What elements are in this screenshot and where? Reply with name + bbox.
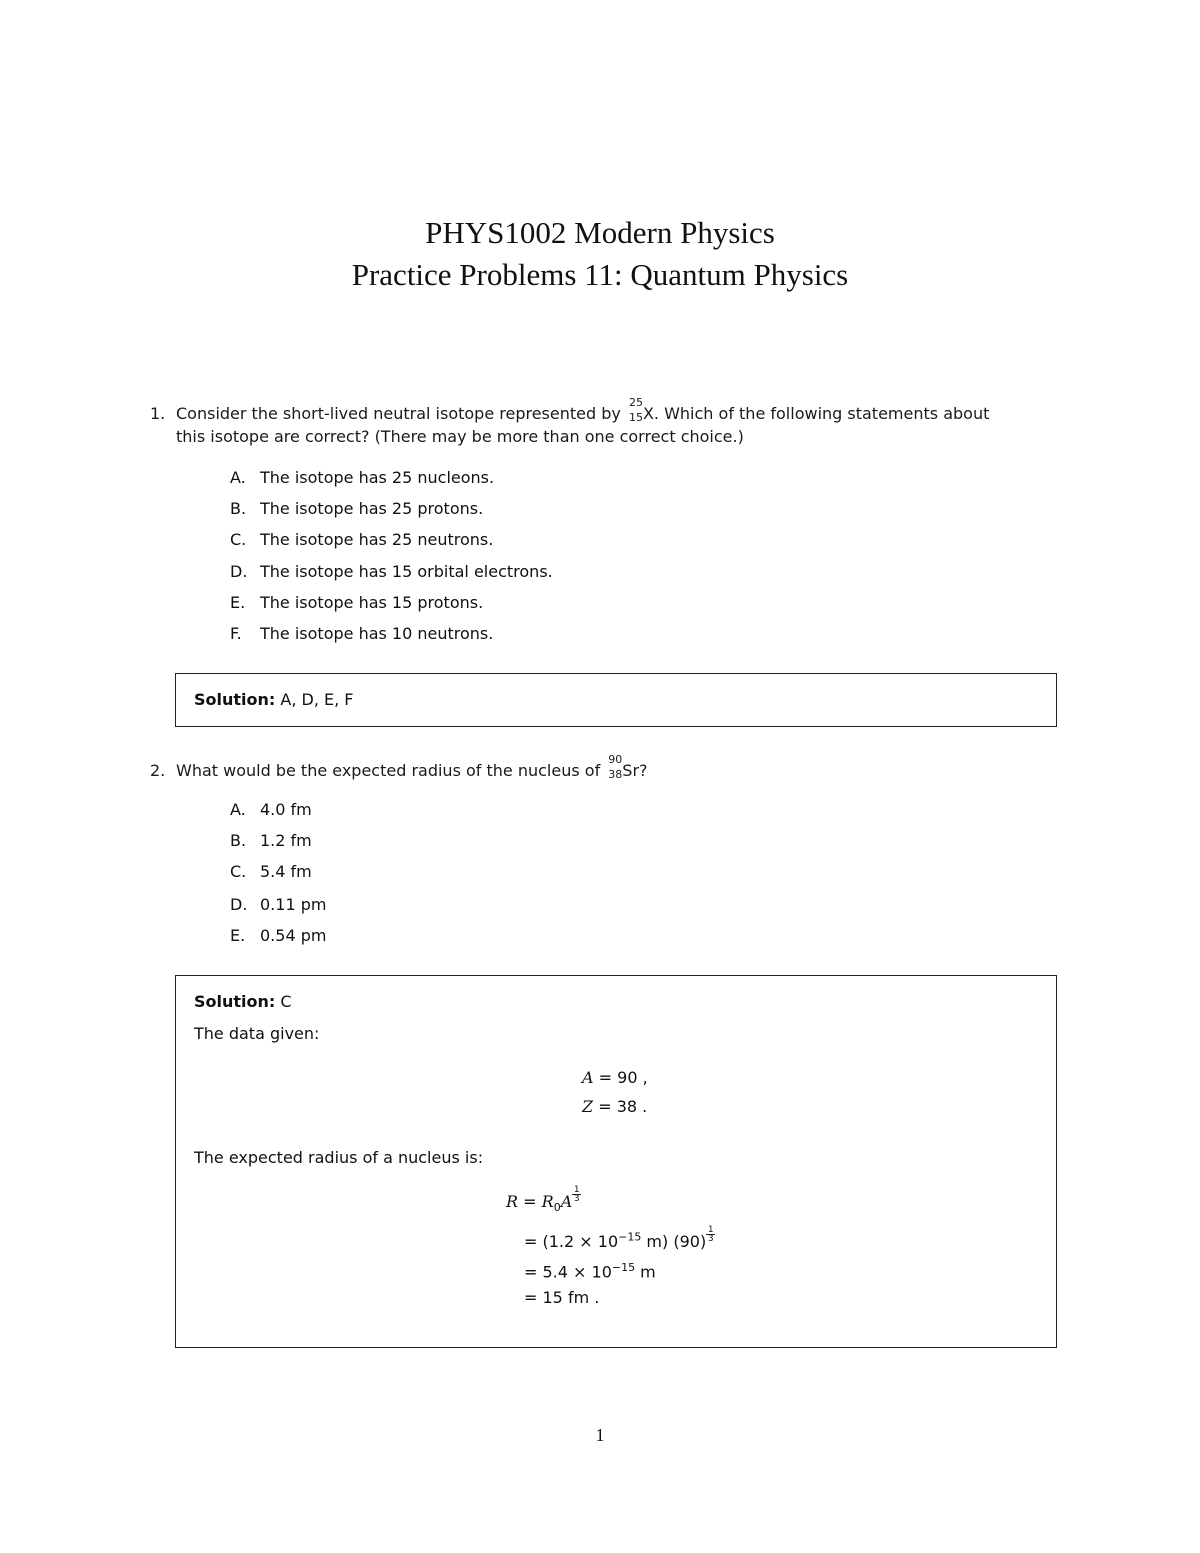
option-letter: B. <box>230 831 247 850</box>
option-text: 0.54 pm <box>260 926 327 945</box>
question-2 <box>150 753 1062 783</box>
option-letter: D. <box>230 895 248 914</box>
one-third-exponent <box>706 1226 715 1242</box>
substitution-exponent: −15 <box>618 1230 642 1244</box>
eq-z-symbol: Z <box>582 1097 594 1116</box>
frac-denominator: 3 <box>573 1194 580 1204</box>
question-number: 1. <box>150 404 166 423</box>
option-letter: A. <box>230 468 246 487</box>
option-text: 4.0 fm <box>260 800 312 819</box>
result-part-b: m <box>635 1262 656 1282</box>
option-text: The isotope has 15 protons. <box>260 593 484 612</box>
mass-number: 90 <box>608 753 623 766</box>
radius-result-fm: = 15 fm . <box>524 1288 600 1307</box>
option-text: The isotope has 25 nucleons. <box>260 468 495 487</box>
radius-result-meters <box>524 1258 656 1282</box>
option-letter: E. <box>230 593 246 612</box>
solution-box-2 <box>175 975 1057 1348</box>
nuclide-notation <box>626 396 643 424</box>
question-text <box>176 753 1062 782</box>
course-title: PHYS1002 Modern Physics <box>425 215 775 250</box>
option-item <box>230 468 494 488</box>
question-text <box>176 396 1062 448</box>
solution-answer: A, D, E, F <box>280 690 354 709</box>
question-text-line2: this isotope are correct? (There may be more than one correct choice.) <box>176 427 744 446</box>
option-item <box>230 562 553 582</box>
result-part-a: = 5.4 × 10 <box>524 1262 612 1282</box>
frac-numerator: 1 <box>707 1225 714 1235</box>
solution-label: Solution: <box>194 992 276 1011</box>
page-number: 1 <box>595 1425 605 1445</box>
option-item <box>230 831 312 851</box>
option-letter: E. <box>230 926 246 945</box>
option-letter: F. <box>230 624 242 643</box>
equation-z <box>582 1097 647 1117</box>
atomic-number: 15 <box>628 411 643 424</box>
option-item <box>230 593 483 613</box>
result-exponent: −15 <box>611 1261 636 1274</box>
document-subtitle: Practice Problems 11: Quantum Physics <box>351 257 849 292</box>
equals-sign: = <box>523 1192 537 1211</box>
r0-symbol: R <box>541 1192 554 1211</box>
option-text: The isotope has 25 neutrons. <box>260 530 494 549</box>
option-letter: A. <box>230 800 246 819</box>
data-given-label: The data given: <box>194 1024 320 1043</box>
atomic-number: 38 <box>608 768 623 781</box>
option-item <box>230 862 312 882</box>
question-text-after: . Which of the following statements about <box>653 404 990 423</box>
solution-line <box>194 992 292 1012</box>
option-letter: B. <box>230 499 247 518</box>
frac-numerator: 1 <box>573 1185 580 1195</box>
option-letter: D. <box>230 562 248 581</box>
option-text: 0.11 pm <box>260 895 327 914</box>
eq-z-value: = 38 . <box>598 1097 648 1116</box>
eq-a-symbol: A <box>582 1068 594 1087</box>
r-symbol: R <box>506 1192 519 1211</box>
option-letter: C. <box>230 862 247 881</box>
option-item <box>230 624 493 644</box>
option-text: 1.2 fm <box>260 831 312 850</box>
option-text: The isotope has 25 protons. <box>260 499 484 518</box>
frac-denominator: 3 <box>707 1234 714 1244</box>
equation-a <box>582 1068 648 1088</box>
option-item <box>230 895 326 915</box>
radius-label: The expected radius of a nucleus is: <box>194 1148 484 1167</box>
a-symbol: A <box>560 1192 573 1211</box>
element-symbol: Sr <box>622 761 640 780</box>
question-number: 2. <box>150 761 166 780</box>
option-item <box>230 800 312 820</box>
radius-substitution <box>524 1226 715 1252</box>
option-text: The isotope has 15 orbital electrons. <box>260 562 553 581</box>
nuclide-notation <box>605 753 623 781</box>
radius-formula <box>506 1186 581 1218</box>
question-1 <box>150 396 1062 448</box>
option-text: 5.4 fm <box>260 862 312 881</box>
question-text-before: What would be the expected radius of the nucleus of <box>176 761 601 780</box>
element-symbol: X <box>642 404 654 423</box>
mass-number: 25 <box>628 396 643 409</box>
one-third-exponent <box>572 1186 581 1202</box>
r0-subscript: 0 <box>553 1201 561 1215</box>
question-text-after: ? <box>639 761 648 780</box>
solution-label: Solution: <box>194 690 276 709</box>
question-text-before: Consider the short-lived neutral isotope represented by <box>176 404 621 423</box>
option-text: The isotope has 10 neutrons. <box>260 624 494 643</box>
substitution-part-a: = (1.2 × 10 <box>524 1232 619 1251</box>
substitution-part-b: m) (90) <box>641 1232 707 1251</box>
option-item <box>230 926 326 946</box>
solution-box-1 <box>175 673 1057 727</box>
option-item <box>230 530 493 550</box>
solution-answer: C <box>280 992 292 1011</box>
eq-a-value: = 90 , <box>598 1068 648 1087</box>
solution-line <box>194 690 354 710</box>
option-item <box>230 499 483 519</box>
option-letter: C. <box>230 530 247 549</box>
